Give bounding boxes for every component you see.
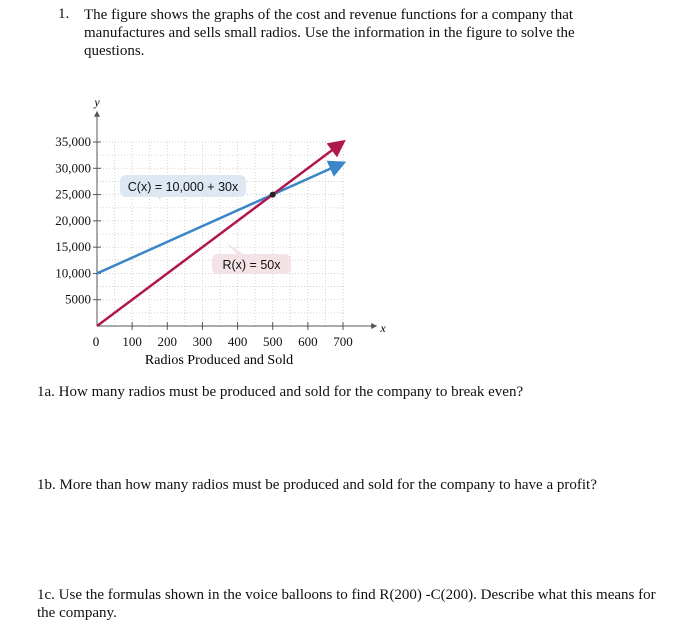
break-even-point: [270, 192, 276, 198]
y-tick-label: 30,000: [55, 160, 91, 176]
y-tick-label: 15,000: [55, 239, 91, 255]
y-tick-label: 20,000: [55, 212, 91, 228]
y-axis-letter: y: [94, 95, 100, 109]
x-tick-label: 400: [227, 334, 248, 349]
x-tick-label: 200: [157, 334, 178, 349]
x-tick-label: 700: [333, 334, 353, 349]
question-number: 1.: [58, 6, 70, 22]
x-axis-letter: x: [380, 321, 386, 335]
question-1b: 1b. More than how many radios must be produced and sold for the company to have a profit?: [37, 477, 597, 493]
question-text: The figure shows the graphs of the cost and revenue functions for a company that manufactures and sells small radios. Use the information in the figure to solve the questions.: [84, 7, 575, 59]
x-tick-label: 500: [262, 334, 283, 349]
revenue-balloon-label: R(x) = 50x: [222, 258, 281, 272]
x-tick-label: 600: [298, 334, 318, 349]
question-1c: 1c. Use the formulas shown in the voice balloons to find R(200) -C(200). Describe what this means for the company.: [37, 587, 656, 621]
x-tick-label: 300: [192, 334, 213, 349]
y-tick-label: 35,000: [55, 134, 91, 149]
x-axis-label: Radios Produced and Sold: [144, 353, 294, 368]
y-tick-label: 10,000: [55, 265, 91, 281]
question-1a: 1a. How many radios must be produced and sold for the company to break even?: [37, 384, 524, 400]
y-tick-label: 25,000: [55, 186, 91, 202]
x-tick-label: 100: [122, 334, 142, 349]
y-tick-label: 5000: [65, 291, 91, 307]
cost-balloon-label: C(x) = 10,000 + 30x: [127, 180, 239, 194]
origin-label: 0: [92, 334, 100, 349]
revenue-balloon-pointer: [226, 242, 246, 256]
